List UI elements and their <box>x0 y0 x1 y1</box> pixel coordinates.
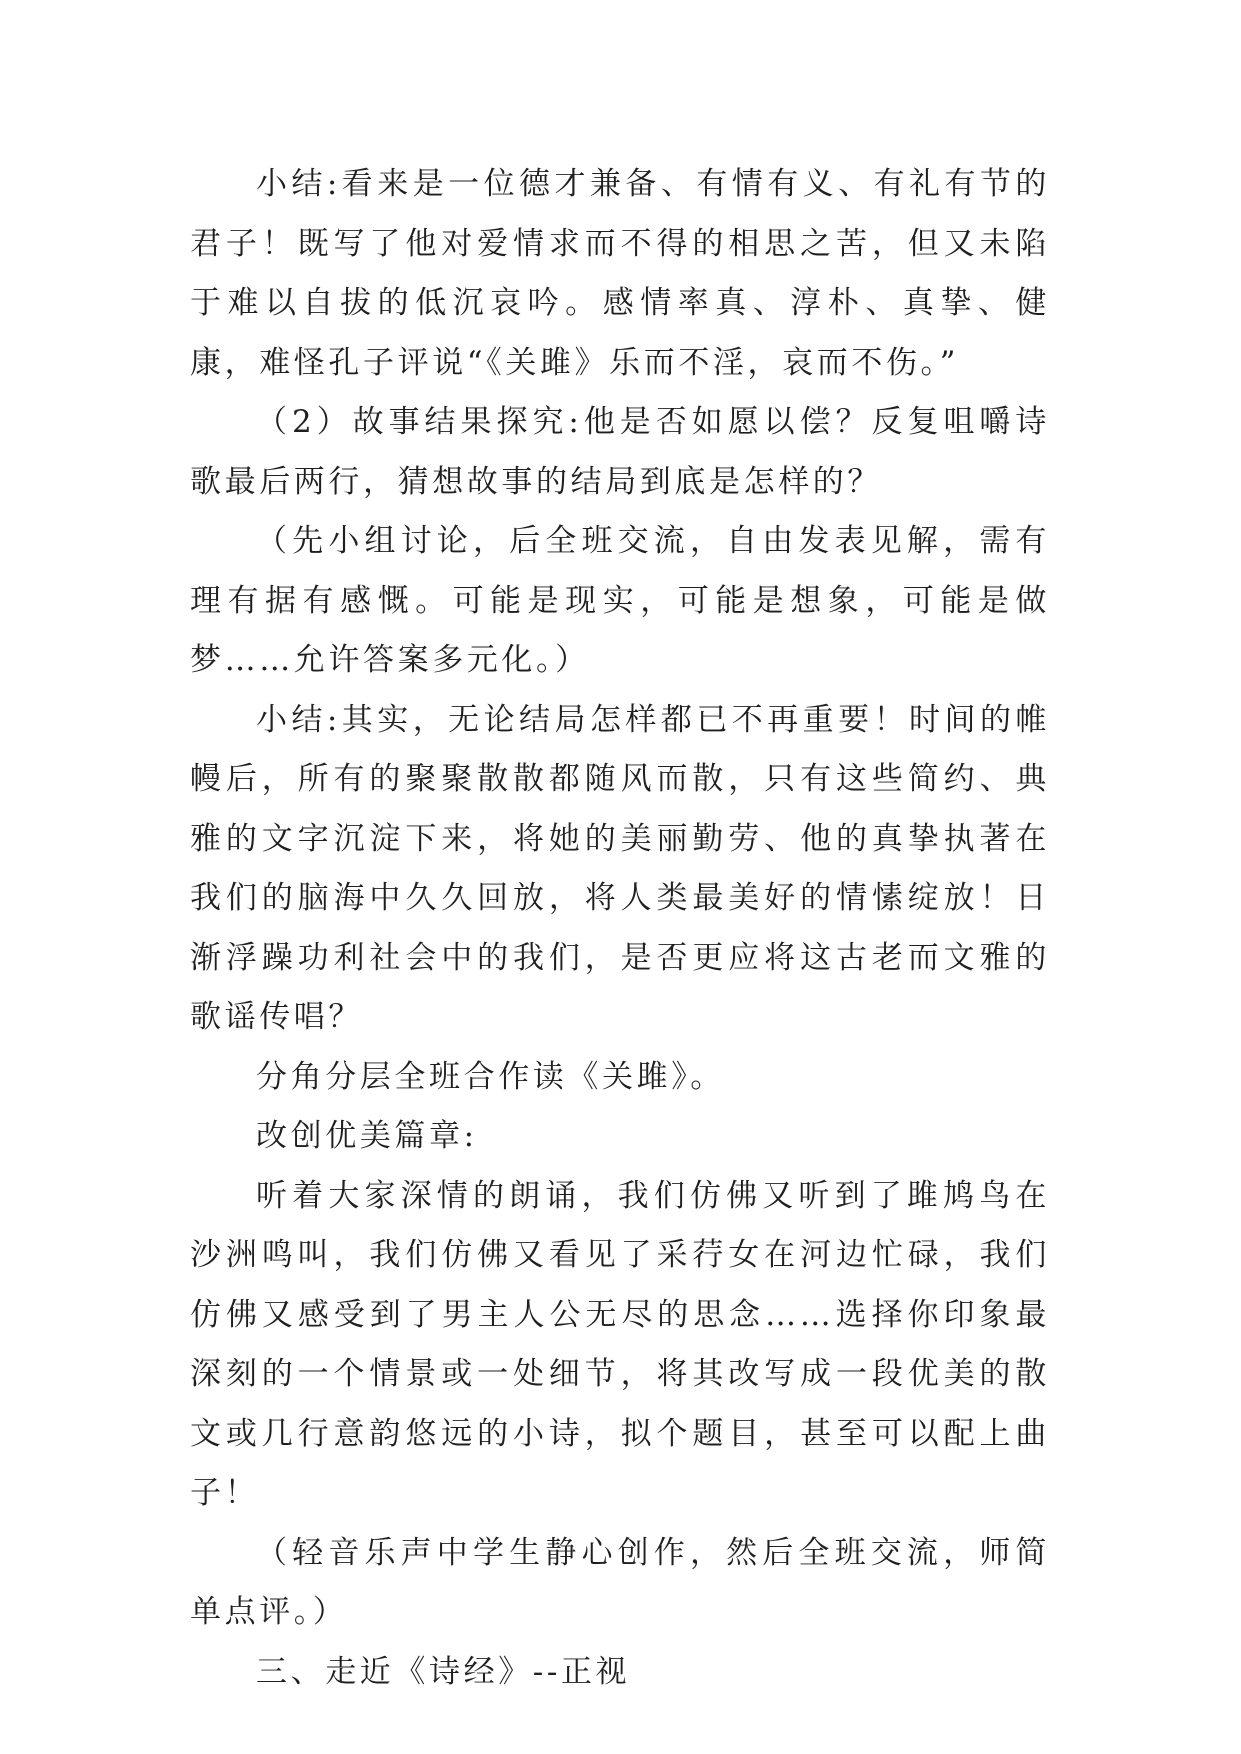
document-body <box>190 155 1050 1702</box>
paragraph-creative-rewrite-heading: 改创优美篇章: <box>256 1118 478 1154</box>
section-heading-3: 三、走近《诗经》--正视 <box>256 1653 631 1690</box>
paragraph-story-ending-question: （2）故事结果探究:他是否如愿以偿？反复咀嚼诗歌最后两行，猜想故事的结局到底是怎样的？ <box>190 404 1050 500</box>
paragraph-summary-2: 小结:其实，无论结局怎样都已不再重要！时间的帷幔后，所有的聚聚散散都随风而散，只有这些简约、典雅的文字沉淀下来，将她的美丽勤劳、他的真挚执著在我们的脑海中久久回放，将人类最美好的情愫绽放！日渐浮躁功利社会中的我们，是否更应将这古老而文雅的歌谣传唱？ <box>190 701 1050 1035</box>
paragraph-reading-activity: 分角分层全班合作读《关雎》。 <box>256 1058 725 1095</box>
paragraph-summary-1: 小结:看来是一位德才兼备、有情有义、有礼有节的君子！既写了他对爱情求而不得的相思之苦，但又未陷于难以自拔的低沉哀吟。感情率真、淳朴、真挚、健康，难怪孔子评说“《关雎》乐而不淫，哀而不伤。” <box>190 166 1050 381</box>
paragraph-creative-rewrite-task: 听着大家深情的朗诵，我们仿佛又听到了雎鸠鸟在沙洲鸣叫，我们仿佛又看见了采荇女在河边忙碌，我们仿佛又感受到了男主人公无尽的思念……选择你印象最深刻的一个情景或一处细节，将其改写成一段优美的散文或几行意韵悠远的小诗，拟个题目，甚至可以配上曲子！ <box>190 1177 1050 1511</box>
paragraph-writing-note: （轻音乐声中学生静心创作，然后全班交流，师简单点评。） <box>190 1534 1050 1630</box>
paragraph-group-discussion-note: （先小组讨论，后全班交流，自由发表见解，需有理有据有感慨。可能是现实，可能是想象，可能是做梦……允许答案多元化。） <box>190 523 1050 678</box>
